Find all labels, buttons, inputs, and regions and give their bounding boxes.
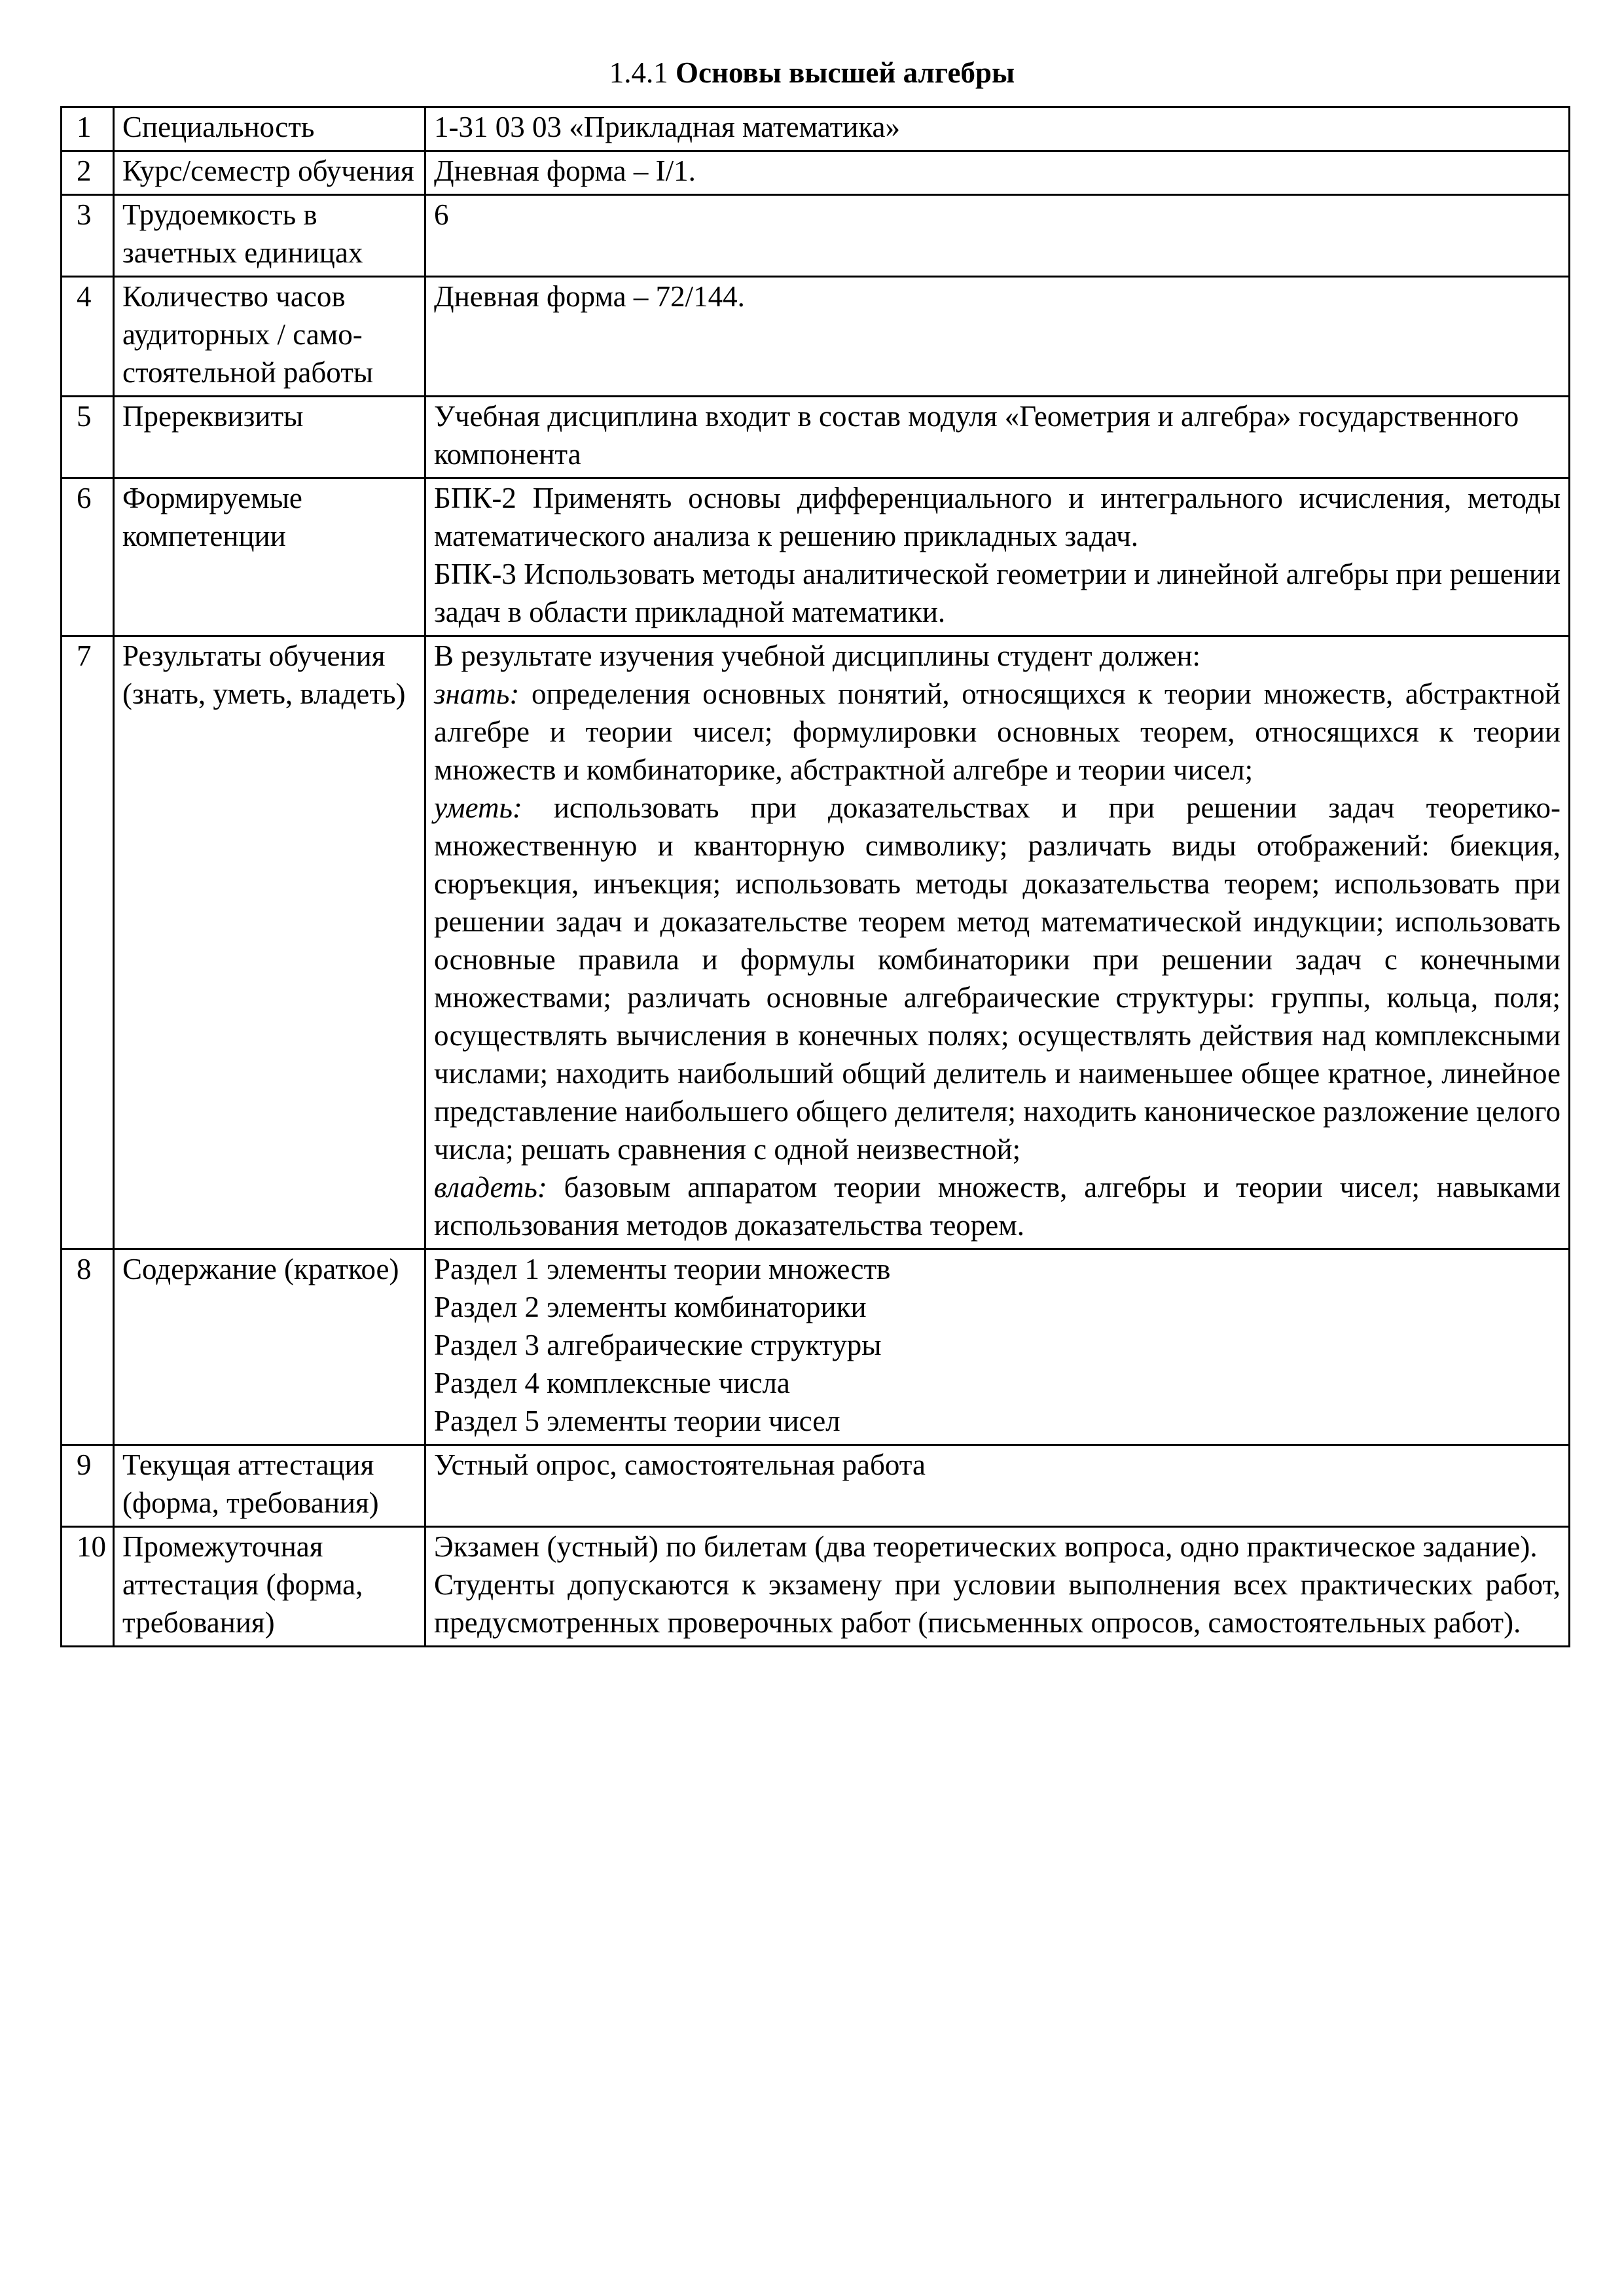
content-line: Раздел 4 комплексные числа	[434, 1367, 790, 1399]
row-number: 3	[62, 195, 114, 277]
table-row	[62, 397, 1570, 478]
title-text: Основы высшей алгебры	[676, 56, 1015, 89]
learning-outcome-know	[434, 675, 1561, 789]
title-number: 1.4.1	[609, 56, 668, 89]
content-line: 6	[434, 198, 449, 231]
can-text: использовать при доказательствах и при решении задач теоретико-множественную и кванторную символику; различать виды отображений: биекция, сюръекция, инъекция; использовать методы доказательства теорем; использовать при решении задач и доказательстве теорем метод математической индукции; использовать основные правила и формулы комбинаторики при решении задач с конечными множествами; различать основные алгебраические структуры: группы, кольца, поля; осуществлять вычисления в конечных полях; осуществлять действия над комплексными числами; находить наибольший общий делитель и наименьшее общее кратное, линейное представление наибольшего общего делителя; находить каноническое разложение целого числа; решать сравнения с одной неизвестной;	[434, 791, 1561, 1166]
row-content	[425, 636, 1570, 1249]
table-row	[62, 636, 1570, 1249]
row-label: Количество часов аудиторных / само-стоятельной работы	[114, 277, 425, 397]
discipline-table	[60, 106, 1570, 1647]
page-title	[0, 55, 1624, 90]
content-line: БПК-3 Использовать методы аналитической геометрии и линейной алгебры при решении задач в области прикладной математики.	[434, 558, 1561, 628]
know-text: определения основных понятий, относящихся к теории множеств, абстрактной алгебре и теории чисел; формулировки основных теорем, относящихся к теории множеств и комбинаторике, абстрактной алгебре и теории чисел;	[434, 677, 1561, 786]
content-line: Устный опрос, самостоятельная работа	[434, 1448, 926, 1481]
row-content	[425, 397, 1570, 478]
content-line: Экзамен (устный) по билетам (два теоретических вопроса, одно практическое задание).	[434, 1530, 1538, 1563]
content-line: Дневная форма – 72/144.	[434, 280, 745, 313]
content-line: 1-31 03 03 «Прикладная математика»	[434, 111, 901, 143]
content-line: Учебная дисциплина входит в состав модуля «Геометрия и алгебра» государственного компонента	[434, 400, 1519, 471]
row-number: 8	[62, 1249, 114, 1445]
row-label: Специальность	[114, 107, 425, 151]
can-keyword: уметь:	[434, 791, 522, 824]
row-content	[425, 1249, 1570, 1445]
learning-outcomes-intro: В результате изучения учебной дисциплины студент должен:	[434, 639, 1201, 672]
row-number: 1	[62, 107, 114, 151]
row-label: Трудоемкость в зачетных единицах	[114, 195, 425, 277]
row-label: Формируемые компетенции	[114, 478, 425, 636]
master-text: базовым аппаратом теории множеств, алгебры и теории чисел; навыками использования методов доказательства теорем.	[434, 1171, 1561, 1242]
row-content	[425, 195, 1570, 277]
row-number: 7	[62, 636, 114, 1249]
content-line: Дневная форма – I/1.	[434, 154, 696, 187]
row-content	[425, 277, 1570, 397]
row-number: 4	[62, 277, 114, 397]
row-content	[425, 151, 1570, 195]
content-line: Раздел 2 элементы комбинаторики	[434, 1291, 867, 1323]
row-label: Содержание (краткое)	[114, 1249, 425, 1445]
content-line: Раздел 5 элементы теории чисел	[434, 1405, 840, 1437]
table-row	[62, 1249, 1570, 1445]
row-number: 5	[62, 397, 114, 478]
content-line: Студенты допускаются к экзамену при условии выполнения всех практических работ, предусмотренных проверочных работ (письменных опросов, самостоятельных работ).	[434, 1568, 1561, 1639]
row-content	[425, 107, 1570, 151]
row-number: 2	[62, 151, 114, 195]
row-content	[425, 478, 1570, 636]
table-row	[62, 1445, 1570, 1527]
content-line: Раздел 3 алгебраические структуры	[434, 1329, 882, 1361]
table-row	[62, 478, 1570, 636]
know-keyword: знать:	[434, 677, 520, 710]
row-number: 6	[62, 478, 114, 636]
row-number: 10	[62, 1527, 114, 1647]
row-content	[425, 1445, 1570, 1527]
row-label: Промежуточная аттестация (форма, требования)	[114, 1527, 425, 1647]
learning-outcome-master	[434, 1168, 1561, 1244]
table-row	[62, 277, 1570, 397]
row-content	[425, 1527, 1570, 1647]
content-line: Раздел 1 элементы теории множеств	[434, 1253, 891, 1285]
row-label: Пререквизиты	[114, 397, 425, 478]
row-label: Результаты обучения (знать, уметь, владеть)	[114, 636, 425, 1249]
master-keyword: владеть:	[434, 1171, 547, 1204]
table-row	[62, 1527, 1570, 1647]
row-label: Курс/семестр обучения	[114, 151, 425, 195]
content-line: БПК-2 Применять основы дифференциального и интегрального исчисления, методы математического анализа к решению прикладных задач.	[434, 482, 1561, 552]
table-row	[62, 195, 1570, 277]
table-row	[62, 151, 1570, 195]
table-row	[62, 107, 1570, 151]
row-number: 9	[62, 1445, 114, 1527]
row-label: Текущая аттестация (форма, требования)	[114, 1445, 425, 1527]
learning-outcome-can	[434, 789, 1561, 1168]
